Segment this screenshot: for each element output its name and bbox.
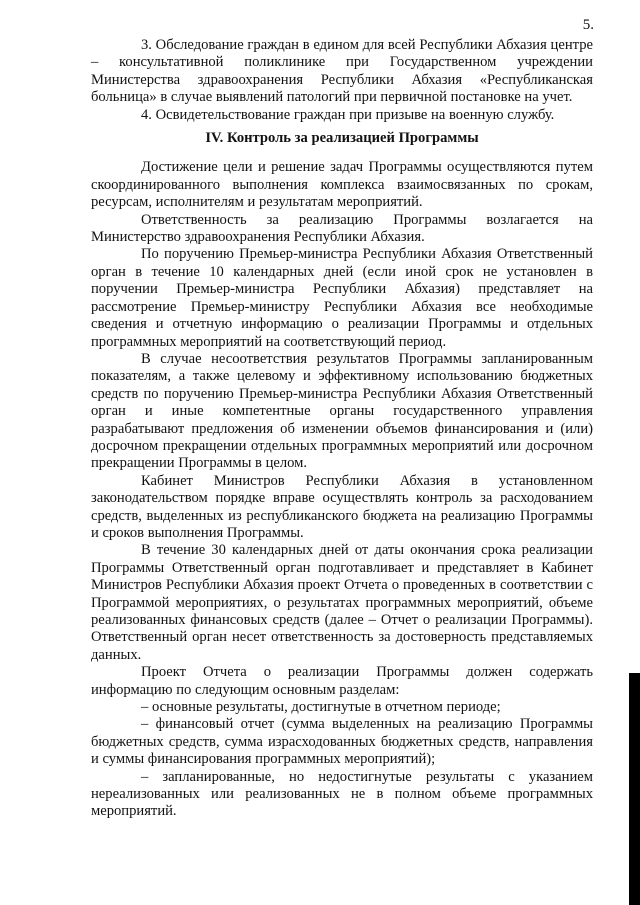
list-item-4: 4. Освидетельствование граждан при призыве на военную службу. <box>141 106 555 123</box>
paragraph: Достижение цели и решение задач Программы осуществляются путем скоординированного выполнения комплекса взаимосвязанных по срокам, ресурсам, исполнителям и результатам мероприятий. <box>91 159 593 211</box>
scan-edge-mark <box>629 673 640 905</box>
bullet-item: – основные результаты, достигнутые в отчетном периоде; <box>141 699 501 716</box>
paragraph: По поручению Премьер-министра Республики Абхазия Ответственный орган в течение 10 календарных дней (если иной срок не установлен в поручении Премьер-министра Республики Абхазия) представляет на рассмотрение Премьер-министру Республики Абхазия все необходимые сведения и отчетную информацию о реализации Программы и отдельных программных мероприятий на соответствующий период. <box>91 246 593 350</box>
section-heading: IV. Контроль за реализацией Программы <box>205 130 479 147</box>
paragraph: Кабинет Министров Республики Абхазия в установленном законодательством порядке вправе осуществлять контроль за расходованием средств, выделенных из республиканского бюджета на реализацию Программы и сроков выполнения Программы. <box>91 472 593 541</box>
bullet-item: – финансовый отчет (сумма выделенных на реализацию Программы бюджетных средств, сумма израсходованных бюджетных средств, направления и суммы финансирования программных мероприятий); <box>91 716 593 768</box>
paragraph: В течение 30 календарных дней от даты окончания срока реализации Программы Ответственный орган подготавливает и представляет в Кабинет Министров Республики Абхазия проект Отчета о проведенных в соответствии с Программой мероприятиях, о результатах программных мероприятий, объеме реализованных финансовых средств (далее – Отчет о реализации Программы). Ответственный орган несет ответственность за достоверность представляемых данных. <box>91 542 593 663</box>
list-item-3: 3. Обследование граждан в едином для всей Республики Абхазия центре – консультативной поликлинике при Государственном учреждении Министерства здравоохранения Республики Абхазия «Республиканская больница» в случае выявлений патологий при первичной постановке на учет. <box>91 37 593 106</box>
bullet-item: – запланированные, но недостигнутые результаты с указанием нереализованных или реализованных не в полном объеме программных мероприятий. <box>91 768 593 820</box>
page-number: 5. <box>582 17 594 33</box>
paragraph: В случае несоответствия результатов Программы запланированным показателям, а также целевому и эффективному использованию бюджетных средств по поручению Премьер-министра Республики Абхазия Ответственный орган и иные компетентные органы государственного управления разрабатывают предложения об изменении объемов финансирования и (или) досрочном прекращении отдельных программных мероприятий или досрочном прекращении Программы в целом. <box>91 350 593 472</box>
paragraph: Проект Отчета о реализации Программы должен содержать информацию по следующим основным разделам: <box>91 664 593 698</box>
document-body <box>91 37 593 821</box>
paragraph: Ответственность за реализацию Программы возлагается на Министерство здравоохранения Республики Абхазия. <box>91 211 593 246</box>
